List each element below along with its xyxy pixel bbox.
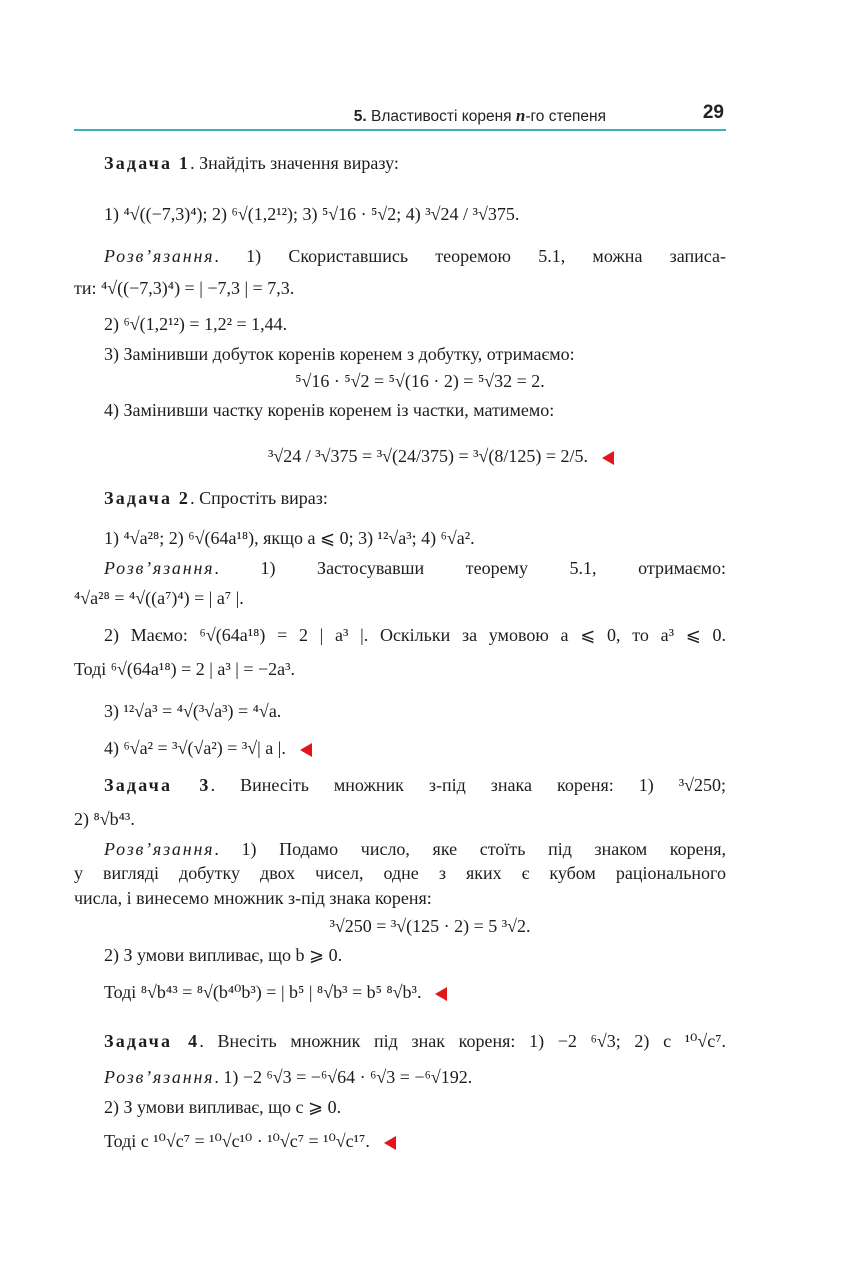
task-2-solution-line-2: ⁴√a²⁸ = ⁴√((a⁷)⁴) = | a⁷ |. bbox=[74, 588, 244, 608]
solution-label: Розв’язання bbox=[104, 1067, 215, 1087]
section-title: 5. Властивості кореня n-го степеня bbox=[353, 106, 606, 125]
task-label: Задача 3 bbox=[104, 775, 211, 795]
task-2-solution-item-3: 3) ¹²√a³ = ⁴√(³√a³) = ⁴√a. bbox=[104, 701, 282, 721]
end-of-solution-triangle-icon bbox=[384, 1136, 396, 1150]
task-4-solution-item-2: 2) З умови випливає, що c ⩾ 0. bbox=[104, 1097, 342, 1117]
task-2-solution-item-2-cont: Тоді ⁶√(64a¹⁸) = 2 | a³ | = −2a³. bbox=[74, 659, 296, 679]
task-3-solution-formula-1: ³√250 = ³√(125 · 2) = 5 ³√2. bbox=[329, 916, 531, 936]
solution-label: Розв’язання bbox=[104, 246, 215, 266]
solution-label: Розв’язання bbox=[104, 558, 215, 578]
running-header bbox=[74, 100, 726, 130]
task-3-solution-formula-2: Тоді ⁸√b⁴³ = ⁸√(b⁴⁰b³) = | b⁵ | ⁸√b³ = b⁵ ⁸√b³. bbox=[104, 981, 604, 1003]
task-1-solution-item-4: 4) Замінивши частку коренів коренем із частки, матимемо: bbox=[104, 400, 555, 420]
task-3-title-cont: 2) ⁸√b⁴³. bbox=[74, 809, 135, 829]
task-4-solution-formula-2: Тоді c ¹⁰√c⁷ = ¹⁰√c¹⁰ · ¹⁰√c⁷ = ¹⁰√c¹⁷. bbox=[104, 1130, 604, 1152]
task-2-expressions: 1) ⁴√a²⁸; 2) ⁶√(64a¹⁸), якщо a ⩽ 0; 3) ¹²√a³; 4) ⁶√a². bbox=[104, 528, 475, 548]
task-label: Задача 2 bbox=[104, 488, 191, 508]
task-1-solution-formula-4: ³√24 / ³√375 = ³√(24/375) = ³√(8/125) = 2/5. bbox=[268, 445, 538, 467]
task-4-title: Задача 4. Внесіть множник під знак кореня: 1) −2 ⁶√3; 2) c ¹⁰√c⁷. bbox=[104, 1031, 726, 1051]
task-3-solution-line-1: Розв’язання. 1) Подамо число, яке стоїть під знаком кореня, bbox=[104, 839, 726, 859]
task-3-solution-line-3: числа, і винесемо множник з-під знака кореня: bbox=[74, 888, 432, 908]
task-1-solution-item-3: 3) Замінивши добуток коренів коренем з добутку, отримаємо: bbox=[104, 344, 575, 364]
task-2-solution-line-1: Розв’язання. 1) Застосувавши теорему 5.1, отримаємо: bbox=[104, 558, 726, 578]
task-2-solution-item-2: 2) Маємо: ⁶√(64a¹⁸) = 2 | a³ |. Оскільки за умовою a ⩽ 0, то a³ ⩽ 0. bbox=[104, 625, 726, 645]
task-2-title: Задача 2. Спростіть вираз: bbox=[104, 488, 328, 508]
task-1-solution-line-1: Розв’язання. 1) Скориставшись теоремою 5.1, можна записа- bbox=[104, 246, 726, 266]
task-3-solution-line-2: у вигляді добутку двох чисел, одне з яких є кубом раціонального bbox=[74, 863, 726, 883]
task-1-solution-line-2: ти: ⁴√((−7,3)⁴) = | −7,3 | = 7,3. bbox=[74, 278, 295, 298]
task-label: Задача 1 bbox=[104, 153, 191, 173]
page-number: 29 bbox=[702, 102, 724, 123]
task-1-solution-item-2: 2) ⁶√(1,2¹²) = 1,2² = 1,44. bbox=[104, 314, 288, 334]
end-of-solution-triangle-icon bbox=[602, 451, 614, 465]
task-1-expressions: 1) ⁴√((−7,3)⁴); 2) ⁶√(1,2¹²); 3) ⁵√16 · ⁵√2; 4) ³√24 / ³√375. bbox=[104, 204, 520, 224]
end-of-solution-triangle-icon bbox=[300, 743, 312, 757]
header-rule bbox=[74, 129, 726, 131]
end-of-solution-triangle-icon bbox=[435, 987, 447, 1001]
task-2-solution-item-4: 4) ⁶√a² = ³√(√a²) = ³√| a |. bbox=[104, 737, 504, 759]
task-1-title: Задача 1. Знайдіть значення виразу: bbox=[104, 153, 399, 173]
task-3-solution-item-2: 2) З умови випливає, що b ⩾ 0. bbox=[104, 945, 343, 965]
task-3-title: Задача 3. Винесіть множник з-під знака кореня: 1) ³√250; bbox=[104, 775, 726, 795]
task-label: Задача 4 bbox=[104, 1031, 200, 1051]
task-1-solution-formula-3: ⁵√16 · ⁵√2 = ⁵√(16 · 2) = ⁵√32 = 2. bbox=[295, 371, 545, 391]
task-4-solution-line-1: Розв’язання. 1) −2 ⁶√3 = −⁶√64 · ⁶√3 = −⁶√192. bbox=[104, 1067, 473, 1087]
solution-label: Розв’язання bbox=[104, 839, 215, 859]
